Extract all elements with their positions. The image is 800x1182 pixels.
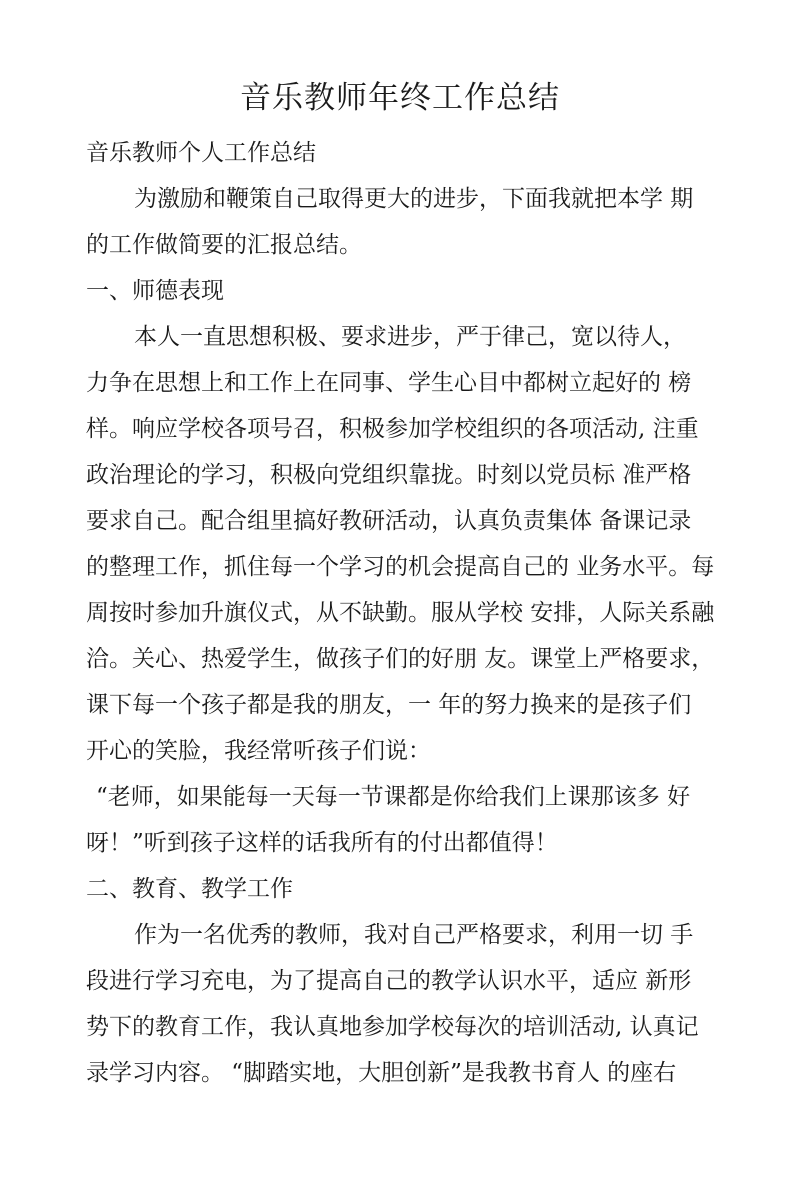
section-heading: 二、教育、教学工作	[86, 876, 293, 902]
paragraph-line: 的整理工作，抓住每一个学习的机会提高自己的 业务水平。每	[86, 554, 715, 580]
paragraph-line: 政治理论的学习，积极向党组织靠拢。时刻以党员标 准严格	[86, 462, 692, 488]
paragraph-line: 课下每一个孩子都是我的朋友，一 年的努力换来的是孩子们	[86, 692, 692, 718]
subtitle: 音乐教师个人工作总结	[86, 140, 316, 166]
paragraph-line: 周按时参加升旗仪式，从不缺勤。服从学校 安排，人际关系融	[86, 600, 715, 626]
paragraph-line: 力争在思想上和工作上在同事、学生心目中都树立起好的 榜	[86, 370, 692, 396]
quote-line: 呀！”听到孩子这样的话我所有的付出都值得！	[86, 830, 558, 856]
paragraph-line: 样。响应学校各项号召，积极参加学校组织的各项活动, 注重	[86, 416, 699, 442]
paragraph-line: 录学习内容。 “脚踏实地，大胆创新”是我教书育人 的座右	[86, 1060, 677, 1086]
document-title: 音乐教师年终工作总结	[240, 80, 560, 116]
paragraph-line: 作为一名优秀的教师，我对自己严格要求，利用一切 手	[134, 922, 694, 948]
paragraph-line: 本人一直思想积极、要求进步，严于律己，宽以待人，	[134, 324, 686, 350]
paragraph-line: 为激励和鞭策自己取得更大的进步，下面我就把本学 期	[134, 186, 694, 212]
paragraph-line: 段进行学习充电，为了提高自己的教学认识水平，适应 新形	[86, 968, 692, 994]
section-heading: 一、师德表现	[86, 278, 224, 304]
paragraph-line: 要求自己。配合组里搞好教研活动，认真负责集体 备课记录	[86, 508, 692, 534]
paragraph-line: 的工作做简要的汇报总结。	[86, 232, 362, 258]
quote-line: “老师，如果能每一天每一节课都是你给我们上课那该多 好	[96, 784, 691, 810]
paragraph-line: 开心的笑脸，我经常听孩子们说：	[86, 738, 431, 764]
paragraph-line: 洽。关心、热爱学生，做孩子们的好朋 友。课堂上严格要求，	[86, 646, 715, 672]
paragraph-line: 势下的教育工作，我认真地参加学校每次的培训活动, 认真记	[86, 1014, 699, 1040]
